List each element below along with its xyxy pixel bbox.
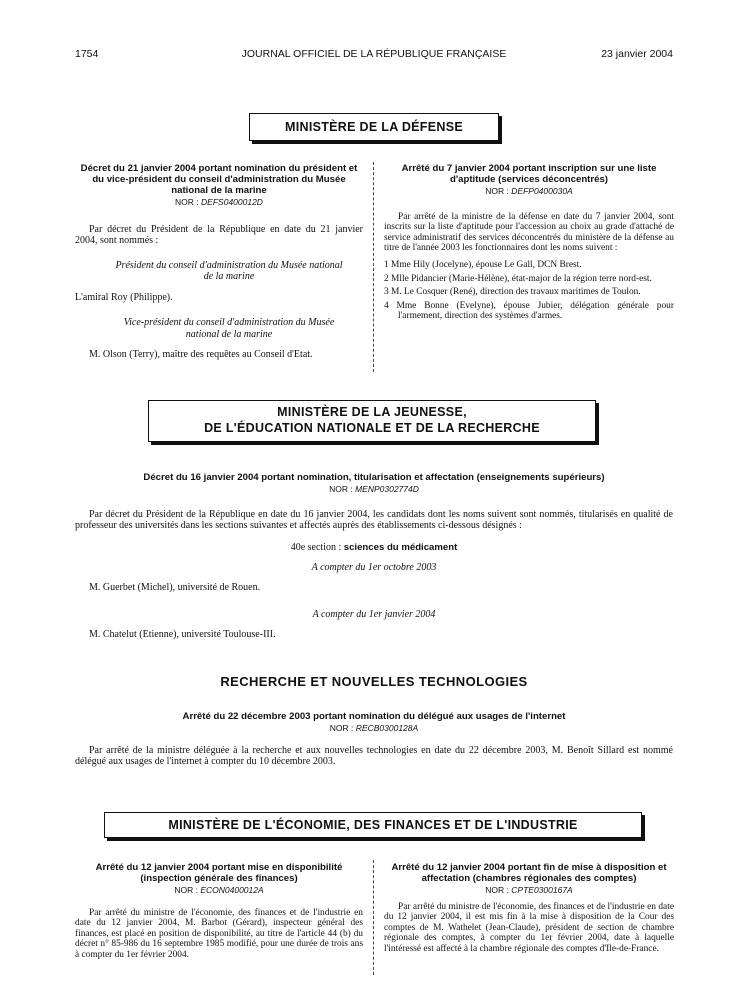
ministry-economy-heading: MINISTÈRE DE L'ÉCONOMIE, DES FINANCES ET DE L'INDUSTRIE bbox=[104, 812, 642, 838]
arrete-title: Arrêté du 12 janvier 2004 portant fin de mise à disposition et affectation (chambres régionales des comptes) bbox=[391, 862, 667, 884]
person-vice-president: M. Olson (Terry), maître des requêtes au Conseil d'Etat. bbox=[89, 349, 313, 360]
nor-reference: NOR : DEFS0400012D bbox=[175, 197, 263, 207]
arrete-text: Par arrêté de la ministre déléguée à la recherche et aux nouvelles technologies en date du 22 décembre 2003, M. Benoît Sillard est nommé délégué aux usages de l'internet à compter du 10 décembre 2003. bbox=[75, 744, 673, 767]
arrete-text: Par arrêté du ministre de l'économie, des finances et de l'industrie en date du 12 janvier 2004, il est mis fin à la mise à disposition de la Cour des comptes de M. Wathelet (Jean-Claude), président de section de chambre régionale des comptes, à compter du 1er février 2004, date à laquelle l'intéressé est affecté à la chambre régionale des comptes d'Ile-de-France. bbox=[384, 901, 674, 954]
appointee: M. Chatelut (Etienne), université Toulouse-III. bbox=[89, 628, 276, 640]
arrete-text: Par arrêté du ministre de l'économie, des finances et de l'industrie en date du 12 janvier 2004, M. Barbot (Gérard), inspecteur général des finances, est placé en position de disponibilité, au titre de l'article 44 (b) du décret n° 85-986 du 16 septembre 1985 modifié, pour une durée de trois ans à compter du 1er février 2004. bbox=[75, 907, 363, 960]
arrete-title: Arrêté du 22 décembre 2003 portant nomination du délégué aux usages de l'internet bbox=[182, 711, 566, 722]
decree-title: Décret du 16 janvier 2004 portant nomination, titularisation et affectation (enseignements supérieurs) bbox=[143, 472, 605, 483]
column-divider bbox=[373, 860, 374, 975]
research-arrete bbox=[75, 711, 673, 768]
appointee: M. Guerbet (Michel), université de Rouen. bbox=[89, 581, 261, 593]
section-heading: 40e section : sciences du médicament bbox=[290, 541, 458, 553]
aptitude-list bbox=[384, 260, 674, 322]
role-president: Président du conseil d'administration du Musée national de la marine bbox=[115, 259, 343, 282]
nor-reference: NOR : DEFP0400030A bbox=[485, 186, 573, 196]
effective-date: A compter du 1er janvier 2004 bbox=[312, 609, 436, 620]
list-item: 1 Mme Hily (Jocelyne), épouse Le Gall, DCN Brest. bbox=[384, 259, 582, 270]
decree-intro: Par décret du Président de la République en date du 21 janvier 2004, sont nommés : bbox=[75, 223, 363, 246]
research-heading: RECHERCHE ET NOUVELLES TECHNOLOGIES bbox=[220, 674, 528, 689]
nor-reference: NOR : MENP0302774D bbox=[329, 484, 419, 494]
list-item: 4 Mme Bonne (Evelyne), épouse Jubier, délégation générale pour l'armement, direction des systèmes d'armes. bbox=[384, 300, 674, 322]
list-item: 2 Mlle Pidancier (Marie-Hélène), état-major de la région terre nord-est. bbox=[384, 273, 652, 284]
ministry-education-heading: MINISTÈRE DE LA JEUNESSE, DE L'ÉDUCATION NATIONALE ET DE LA RECHERCHE bbox=[148, 400, 596, 442]
role-vice-president: Vice-président du conseil d'administration du Musée national de la marine bbox=[123, 317, 335, 340]
list-item: 3 M. Le Cosquer (René), direction des travaux maritimes de Toulon. bbox=[384, 287, 641, 298]
economy-arrete-right bbox=[384, 862, 674, 955]
effective-date: A compter du 1er octobre 2003 bbox=[311, 562, 437, 573]
defense-arrete-right bbox=[384, 163, 674, 325]
decree-intro: Par décret du Président de la République en date du 16 janvier 2004, les candidats dont les noms suivent sont nommés, titularisés en qualité de professeur des universités dans les sections suivantes et affectés auprès des établissements ci-dessous désignés : bbox=[75, 508, 673, 531]
decree-title: Décret du 21 janvier 2004 portant nomination du président et du vice-président du conseil d'administration du Musée national de la marine bbox=[80, 163, 358, 196]
nor-reference: NOR : CPTE0300167A bbox=[485, 885, 573, 895]
person-president: L'amiral Roy (Philippe). bbox=[75, 291, 173, 303]
nor-reference: NOR : ECON0400012A bbox=[174, 885, 264, 895]
column-divider bbox=[373, 162, 374, 372]
nor-reference: NOR : RECB0300128A bbox=[329, 723, 419, 733]
arrete-title: Arrêté du 12 janvier 2004 portant mise en disponibilité (inspection générale des finances) bbox=[95, 862, 343, 884]
arrete-intro: Par arrêté de la ministre de la défense en date du 7 janvier 2004, sont inscrits sur la liste d'aptitude pour l'accession au choix au grade d'attaché de service administratif des services déconcentrés du ministère de la défense au titre de l'année 2003 les fonctionnaires dont les noms suivent : bbox=[384, 211, 674, 254]
page-number: 1754 bbox=[75, 48, 99, 60]
defense-decree-left bbox=[75, 163, 363, 361]
economy-arrete-left bbox=[75, 862, 363, 961]
issue-date: 23 janvier 2004 bbox=[601, 48, 673, 60]
ministry-defense-heading: MINISTÈRE DE LA DÉFENSE bbox=[249, 113, 499, 141]
education-decree bbox=[75, 472, 673, 640]
arrete-title: Arrêté du 7 janvier 2004 portant inscription sur une liste d'aptitude (services déconcentrés) bbox=[401, 163, 657, 185]
journal-title: JOURNAL OFFICIEL DE LA RÉPUBLIQUE FRANÇAISE bbox=[241, 48, 507, 60]
